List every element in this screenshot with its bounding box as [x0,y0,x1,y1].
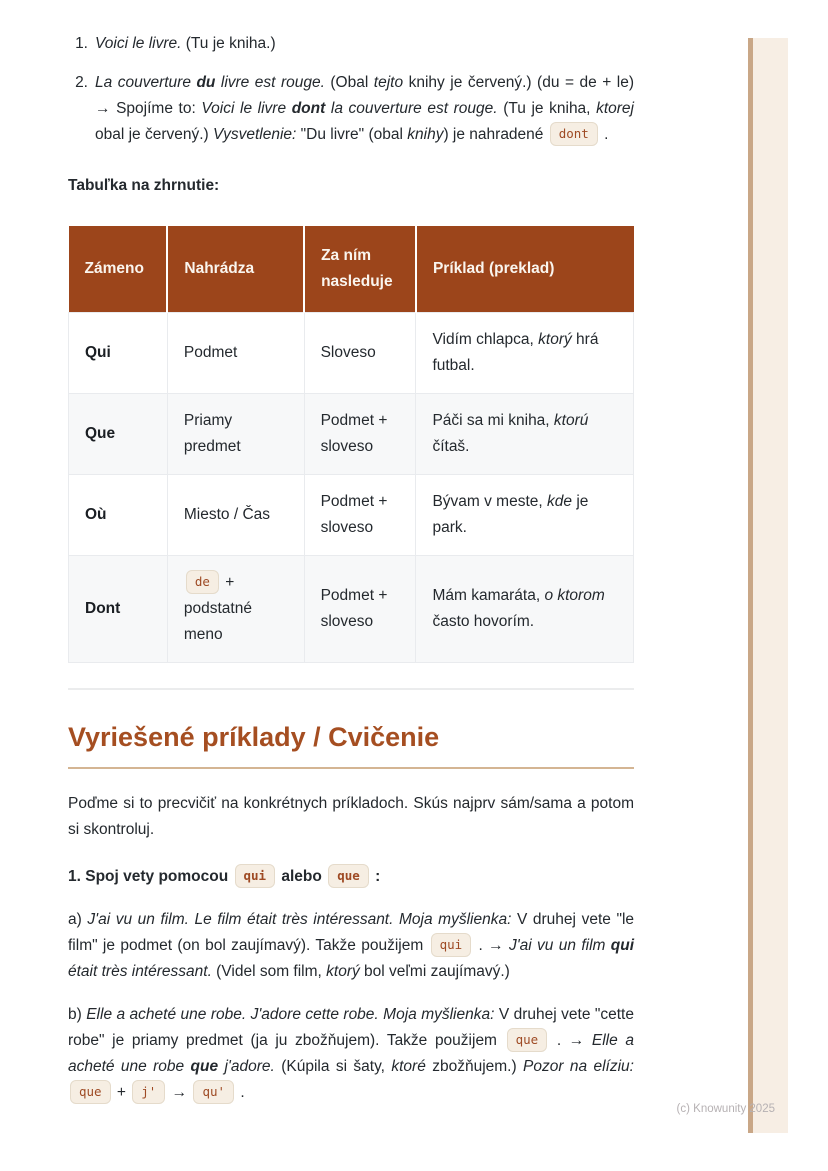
text-run: 1. Spoj vety pomocou [68,868,233,885]
text-run: zbožňujem.) [425,1058,524,1075]
table-cell-pronoun: Qui [69,313,168,394]
section-divider [68,688,634,690]
text-run: (Kúpila si šaty, [274,1058,392,1075]
text-run: J'ai vu un film. Le film était très intéressant. Moja myšlienka: [87,911,512,928]
text-run: často hovorím. [432,613,535,630]
intro-paragraph [68,791,634,843]
inline-code-badge: que [70,1080,111,1104]
text-run: Elle a acheté une robe [68,1032,634,1075]
inline-code-badge: dont [550,122,598,146]
table-cell [416,394,634,475]
text-run: Voici le livre [201,100,292,117]
text-run: était très intéressant. [68,963,212,980]
text-run: → [167,1084,192,1101]
summary-table [68,226,634,663]
text-run: La couverture [95,74,197,91]
table-cell [167,475,304,556]
text-run: Vidím chlapca, [432,331,539,348]
list-item [68,31,634,57]
text-run: (Videl som film, [211,963,327,980]
inline-code-badge: qui [235,864,276,888]
text-run: Páči sa mi kniha, [432,412,554,429]
text-run: Miesto / Čas [183,506,271,523]
text-run: knihy [407,126,444,143]
text-run: V druhej vete "cette robe" je priamy predmet (ja ju zbožňujem). Takže použijem [68,1006,634,1049]
section-heading: Vyriešené príklady / Cvičenie [68,721,634,769]
list-number: 2. [75,74,88,91]
text-run: tejto [373,74,404,91]
table-cell [167,313,304,394]
exercise-title [68,864,634,890]
text-run: du [196,74,216,91]
watermark: (c) Knowunity 2025 [676,1103,775,1115]
text-run: Podmet + sloveso [320,587,388,630]
side-accent-bar [748,38,788,1133]
text-run: V druhej vete "le film" je podmet (on bol zaujímavý). Takže použijem [68,911,635,954]
list-item [68,70,634,148]
text-run: (Tu je kniha.) [181,35,276,52]
text-run: j'adore. [218,1058,275,1075]
text-run: que [190,1058,219,1075]
text-run: bol veľmi zaujímavý.) [359,963,510,980]
inline-code-badge: que [328,864,369,888]
exercise-item-b [68,1002,634,1106]
table-cell [167,394,304,475]
text-run: . [599,126,609,143]
table-header-cell: Zámeno [69,226,168,313]
list-item-text [95,70,634,148]
table-cell-pronoun: Où [69,475,168,556]
text-run: kde [547,493,573,510]
table-cell [416,556,634,663]
table-cell [167,556,304,663]
table-row [69,556,634,663]
inline-code-badge: que [507,1028,548,1052]
text-run: ) je nahradené [443,126,548,143]
text-run: Voici le livre. [95,35,182,52]
text-run: Podmet [183,344,238,361]
text-run: ktorý [538,331,572,348]
table-cell-pronoun: Que [69,394,168,475]
text-run: la couverture est rouge. [325,100,498,117]
table-cell [304,556,416,663]
exercise-item-a [68,907,634,985]
table-cell [304,475,416,556]
text-run: Sloveso [320,344,376,361]
text-run: knihy je červený.) (du = de + le) → Spojíme to: [95,74,634,117]
text-run: alebo [277,868,327,885]
text-run: Bývam v meste, [432,493,548,510]
text-run: J'ai vu un film [508,937,611,954]
text-run: + podstatné meno [183,574,252,643]
text-run: ktorú [553,412,589,429]
text-run: ktorej [596,100,634,117]
text-run: livre est rouge. [215,74,325,91]
table-title: Tabuľka na zhrnutie: [68,177,220,194]
table-row [69,313,634,394]
document-content [68,31,634,1106]
text-run: Podmet + sloveso [320,412,388,455]
text-run: (Tu je kniha, [497,100,597,117]
text-run: "Du livre" (obal [296,126,408,143]
text-run: ktoré [391,1058,426,1075]
text-run: Elle a acheté une robe. J'adore cette robe. Moja myšlienka: [86,1006,495,1023]
text-run: obal je červený.) [95,126,214,143]
text-run: (Obal [324,74,374,91]
table-header-cell: Nahrádza [167,226,304,313]
table-cell-pronoun: Dont [69,556,168,663]
table-header-cell: Za ním nasleduje [304,226,416,313]
inline-code-badge: de [186,570,219,594]
text-run: . → [473,937,509,954]
text-run: a) [68,911,88,928]
text-run: . [236,1084,245,1101]
inline-code-badge: qui [431,933,472,957]
text-run: Podmet + sloveso [320,493,388,536]
text-run: . → [549,1032,592,1049]
table-cell [416,475,634,556]
inline-code-badge: j' [132,1080,165,1104]
table-row [69,394,634,475]
text-run: qui [610,937,635,954]
table-cell [416,313,634,394]
text-run: hrá futbal. [432,331,599,374]
text-run: ktorý [326,963,360,980]
text-run: Priamy predmet [183,412,241,455]
text-run: : [370,868,381,885]
table-cell [304,313,416,394]
text-run: Vysvetlenie: [213,126,297,143]
text-run: Pozor na elíziu: [523,1058,634,1075]
table-header-row [69,226,634,313]
text-run: dont [291,100,326,117]
text-run: je park. [432,493,589,536]
table-row [69,475,634,556]
list-item-text [95,31,634,57]
table-cell [304,394,416,475]
text-run: b) [68,1006,87,1023]
list-number: 1. [75,35,88,52]
text-run: o ktorom [544,587,605,604]
intro-list [68,31,634,148]
text-run: + [112,1084,131,1101]
text-run: Poďme si to precvičiť na konkrétnych príkladoch. Skús najprv sám/sama a potom si skontroluj. [68,795,634,838]
table-header-cell: Príklad (preklad) [416,226,634,313]
text-run: čítaš. [432,438,470,455]
inline-code-badge: qu' [193,1080,234,1104]
text-run: Mám kamaráta, [432,587,545,604]
